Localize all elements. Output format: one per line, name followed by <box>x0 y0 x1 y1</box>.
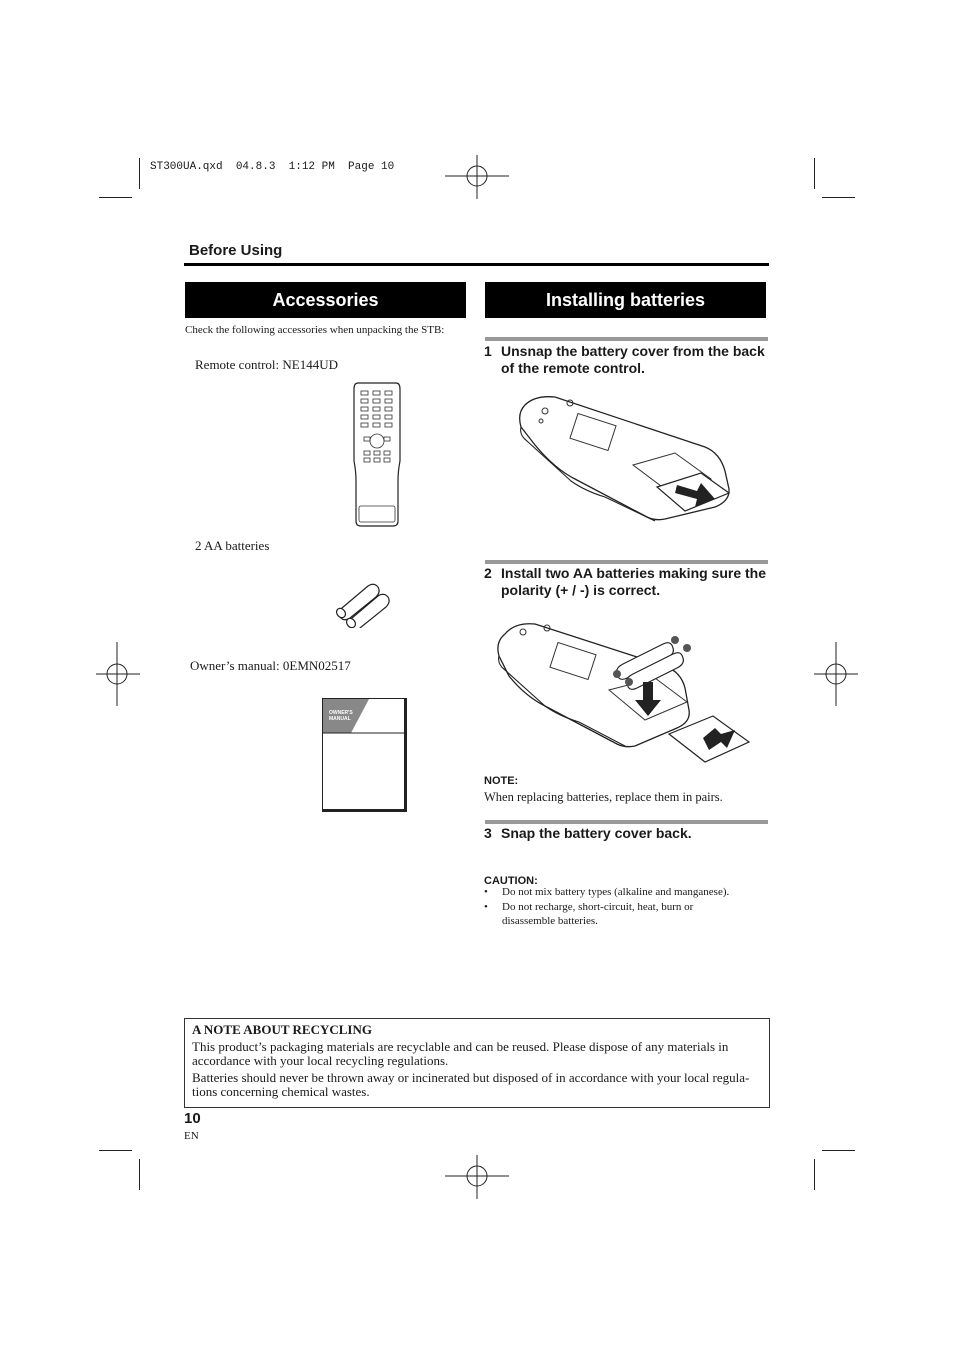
step-divider <box>485 337 768 341</box>
remote-label: Remote control: NE144UD <box>195 357 338 372</box>
manual-label: Owner’s manual: 0EMN02517 <box>190 658 351 673</box>
accessories-intro: Check the following accessories when unpacking the STB: <box>185 324 445 336</box>
caution-heading: CAUTION: <box>484 875 538 887</box>
bullet-icon: • <box>484 886 488 898</box>
crop-mark <box>822 197 855 198</box>
recycling-note-box <box>184 1018 770 1108</box>
bullet-icon: • <box>484 901 488 913</box>
language-code: EN <box>184 1130 199 1142</box>
batteries-icon <box>334 580 398 628</box>
caution-text: Do not mix battery types (alkaline and manganese). <box>502 886 730 898</box>
caution-item <box>484 900 764 928</box>
crop-mark <box>139 158 140 189</box>
step-number: 2 <box>484 565 492 581</box>
remote-control-icon <box>352 381 402 528</box>
step-3 <box>484 825 774 843</box>
caution-text: Do not recharge, short-circuit, heat, burn or disassemble batteries. <box>502 901 694 927</box>
accessories-title: Accessories <box>185 282 466 318</box>
remote-back-cover-illustration <box>515 391 733 525</box>
crop-mark <box>139 1159 140 1190</box>
crop-mark <box>814 1159 815 1190</box>
crop-mark <box>99 197 132 198</box>
registration-mark-icon <box>445 155 509 199</box>
step-divider <box>485 560 768 564</box>
step-divider <box>485 820 768 824</box>
caution-item <box>484 885 764 899</box>
batteries-label: 2 AA batteries <box>195 538 270 553</box>
crop-mark <box>99 1150 132 1151</box>
recycling-para-1: This product’s packaging materials are recyclable and can be reused. Please dispose of any materials in accordance with your local recycling regulations. <box>192 1038 729 1068</box>
section-header: Before Using <box>189 242 283 259</box>
step-number: 1 <box>484 343 492 359</box>
note-heading: NOTE: <box>484 775 519 787</box>
step-text: Install two AA batteries making sure the polarity (+ / -) is correct. <box>501 565 767 598</box>
owners-manual-icon <box>322 698 407 812</box>
file-slug: ST300UA.qxd 04.8.3 1:12 PM Page 10 <box>150 161 395 173</box>
crop-mark <box>822 1150 855 1151</box>
registration-mark-icon <box>814 642 858 706</box>
header-rule <box>184 263 769 266</box>
crop-mark <box>814 158 815 189</box>
step-number: 3 <box>484 825 492 841</box>
installing-title: Installing batteries <box>485 282 766 318</box>
page-number: 10 <box>184 1110 201 1127</box>
registration-mark-icon <box>445 1155 509 1199</box>
step-text: Snap the battery cover back. <box>501 825 692 841</box>
step-text: Unsnap the battery cover from the back of the remote control. <box>501 343 765 376</box>
recycling-para-2: Batteries should never be thrown away or incinerated but disposed of in accordance with your local regula-tions concerning chemical wastes. <box>192 1069 750 1099</box>
note-text: When replacing batteries, replace them in pairs. <box>484 790 723 804</box>
manual-cover-text: OWNER'S MANUAL <box>329 710 353 722</box>
step-1 <box>484 343 774 379</box>
registration-mark-icon <box>96 642 140 706</box>
battery-insertion-illustration <box>495 620 755 770</box>
recycling-heading: A NOTE ABOUT RECYCLING <box>192 1022 372 1037</box>
step-2 <box>484 565 774 601</box>
